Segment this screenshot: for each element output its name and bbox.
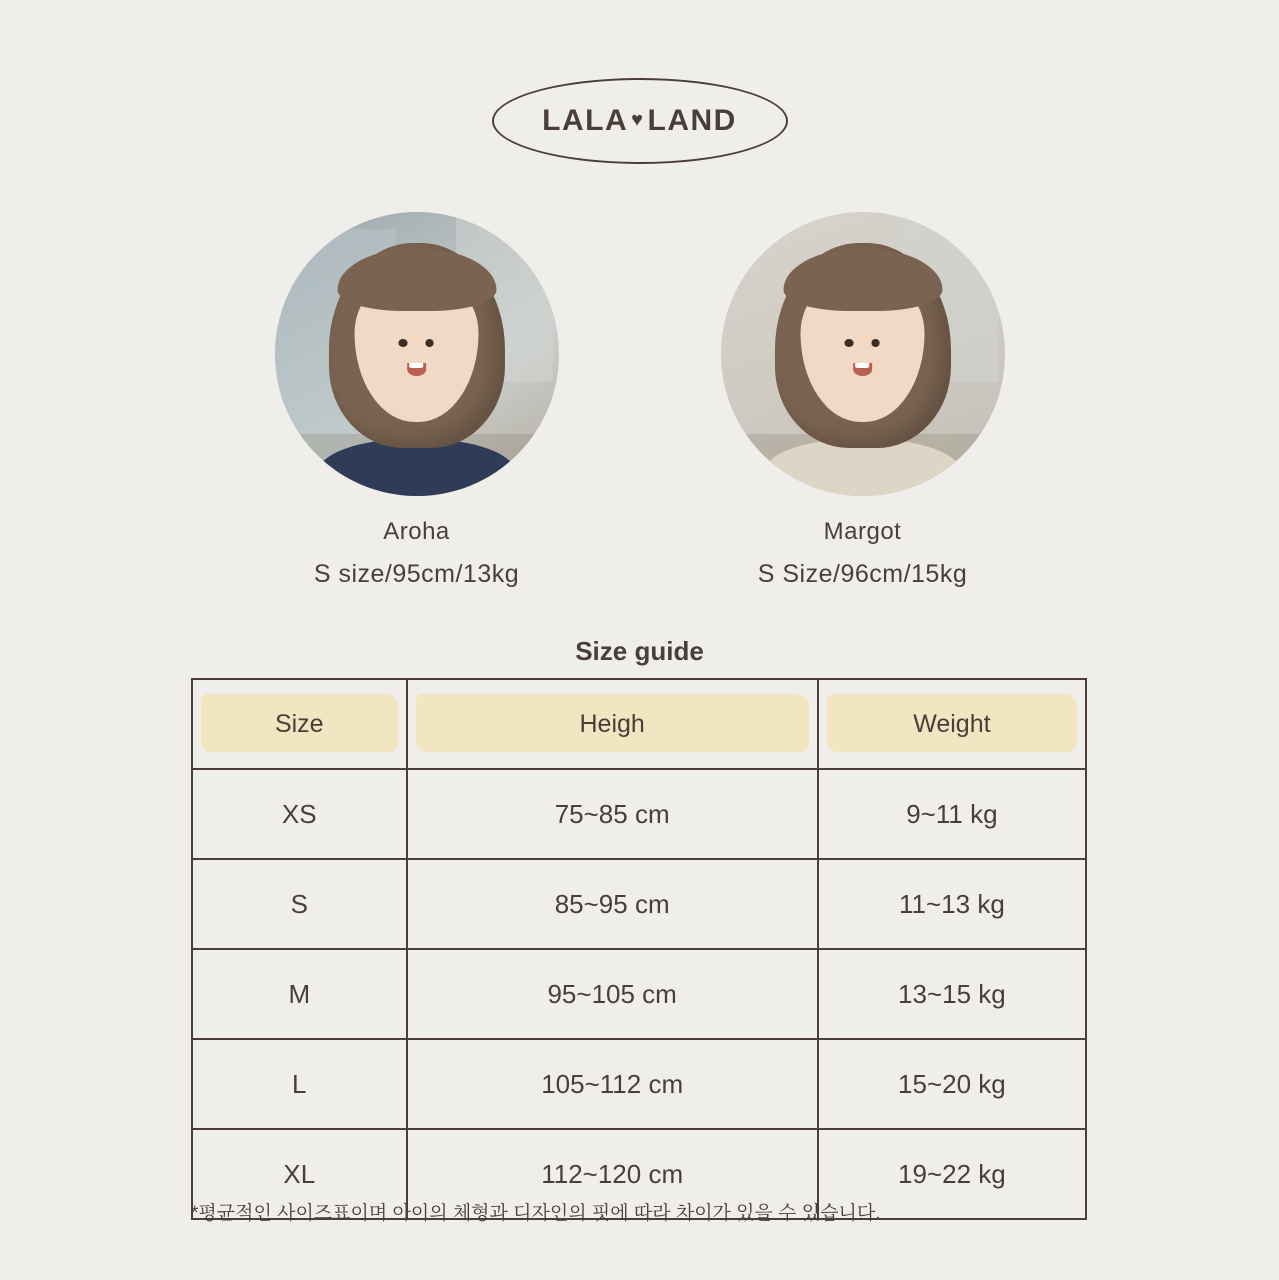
cell-weight: 11~13 kg: [818, 859, 1086, 949]
cell-size: XS: [192, 769, 407, 859]
table-header-row: [192, 679, 1086, 769]
cell-size: S: [192, 859, 407, 949]
table-row: [192, 769, 1086, 859]
cell-height: 95~105 cm: [407, 949, 818, 1039]
logo-text-right: LAND: [647, 104, 737, 137]
model-gallery: [0, 212, 1279, 589]
cell-height: 75~85 cm: [407, 769, 818, 859]
column-header-size: [192, 679, 407, 769]
cell-weight: 19~22 kg: [818, 1129, 1086, 1219]
cell-weight: 9~11 kg: [818, 769, 1086, 859]
cell-height: 105~112 cm: [407, 1039, 818, 1129]
cell-size: M: [192, 949, 407, 1039]
avatar: [275, 212, 559, 496]
table-row: [192, 949, 1086, 1039]
model-name: Margot: [823, 518, 902, 545]
mouth-shape: [407, 363, 426, 376]
model-spec: S Size/96cm/15kg: [757, 560, 968, 588]
column-header-label: Heigh: [579, 709, 645, 738]
size-guide-title: Size guide: [575, 636, 704, 666]
eye-left: [399, 339, 408, 346]
column-header-height: [407, 679, 818, 769]
column-header-label: Weight: [913, 709, 991, 738]
cell-height: 112~120 cm: [407, 1129, 818, 1219]
model-card: [721, 212, 1005, 589]
cell-weight: 15~20 kg: [818, 1039, 1086, 1129]
column-header-label: Size: [274, 709, 324, 738]
size-guide-footnote: *평균적인 사이즈표이며 아이의 체형과 디자인의 핏에 따라 차이가 있을 수 있습니다.: [191, 1203, 881, 1224]
cell-size: L: [192, 1039, 407, 1129]
model-spec: S size/95cm/13kg: [313, 560, 520, 588]
size-guide-table-wrapper: [191, 678, 1087, 1220]
eye-right: [425, 339, 434, 346]
avatar: [721, 212, 1005, 496]
mouth-shape: [853, 363, 872, 376]
size-guide-table: [191, 678, 1087, 1220]
clothing-shape: [317, 439, 516, 496]
model-name: Aroha: [383, 518, 450, 545]
cell-height: 85~95 cm: [407, 859, 818, 949]
table-row: [192, 1039, 1086, 1129]
logo-text-left: LALA: [542, 104, 629, 137]
cell-size: XL: [192, 1129, 407, 1219]
eye-right: [871, 339, 880, 346]
clothing-shape: [763, 439, 962, 496]
logo-text: [542, 104, 737, 138]
brand-logo: [0, 78, 1279, 164]
column-header-weight: [818, 679, 1086, 769]
table-row: [192, 859, 1086, 949]
logo-oval-border: [492, 78, 788, 164]
heart-icon: ♥: [631, 109, 645, 131]
eye-left: [845, 339, 854, 346]
model-card: [275, 212, 559, 589]
cell-weight: 13~15 kg: [818, 949, 1086, 1039]
